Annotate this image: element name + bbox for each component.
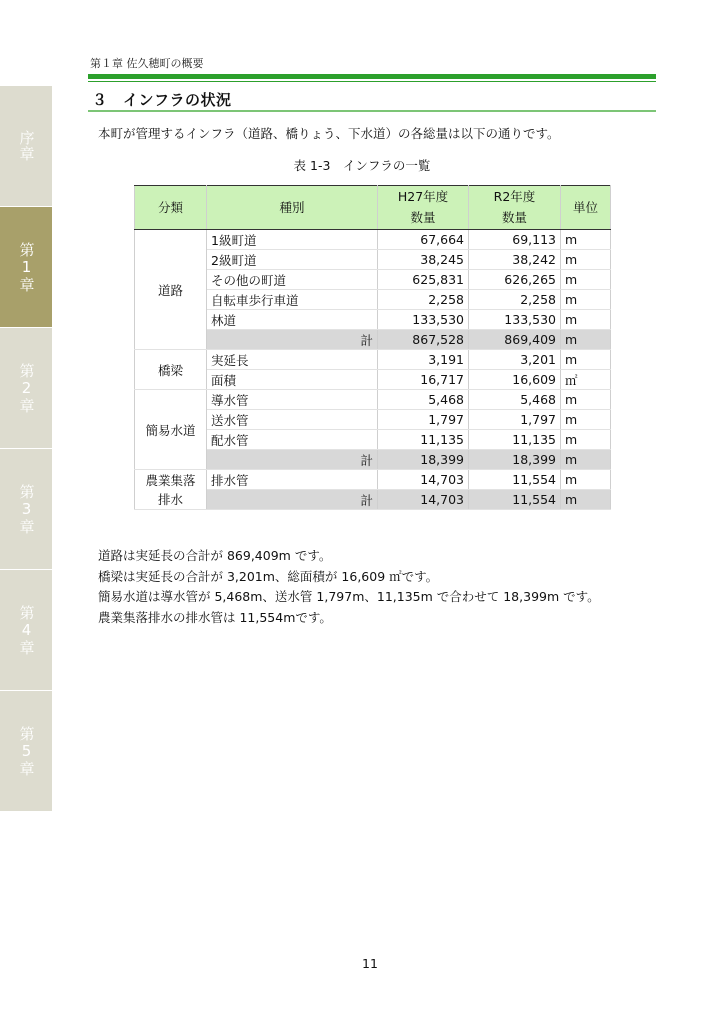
- unit-cell: m: [561, 230, 611, 250]
- chapter-tab-3[interactable]: [0, 449, 52, 570]
- table-caption: 表 1-3 インフラの一覧: [293, 158, 431, 173]
- subtotal-row: [135, 490, 611, 510]
- h27-cell: 16,717: [378, 370, 469, 390]
- subtotal-label: 計: [207, 450, 378, 470]
- note-line: 道路は実延長の合計が 869,409m です。: [98, 548, 332, 563]
- subtotal-label: 計: [207, 490, 378, 510]
- subtotal-label: 計: [207, 330, 378, 350]
- unit-cell: m: [561, 410, 611, 430]
- unit-cell: m: [561, 430, 611, 450]
- category-cell-bridge: 橋梁: [135, 350, 207, 390]
- note-line: 橋梁は実延長の合計が 3,201m、総面積が 16,609 ㎡です。: [98, 568, 439, 584]
- subtotal-row: [135, 450, 611, 470]
- r2-cell: 38,242: [469, 250, 561, 270]
- h27-total-cell: 14,703: [378, 490, 469, 510]
- col-header-unit: 単位: [561, 186, 611, 230]
- type-cell: 導水管: [207, 390, 378, 410]
- col-header-r2: R2年度: [469, 186, 561, 208]
- header-rule: [88, 74, 656, 79]
- type-cell: 送水管: [207, 410, 378, 430]
- type-cell: 実延長: [207, 350, 378, 370]
- unit-cell: m: [561, 310, 611, 330]
- h27-cell: 133,530: [378, 310, 469, 330]
- h27-total-cell: 18,399: [378, 450, 469, 470]
- note-line: 農業集落排水の排水管は 11,554mです。: [98, 609, 332, 625]
- chapter-tab-intro[interactable]: [0, 86, 52, 207]
- type-cell: 1級町道: [207, 230, 378, 250]
- r2-cell: 16,609: [469, 370, 561, 390]
- unit-cell: m: [561, 470, 611, 490]
- col-header-h27-qty: 数量: [378, 208, 469, 230]
- r2-cell: 69,113: [469, 230, 561, 250]
- intro-paragraph: 本町が管理するインフラ（道路、橋りょう、下水道）の各総量は以下の通りです。: [98, 126, 560, 141]
- unit-cell: m: [561, 450, 611, 470]
- unit-cell: ㎡: [561, 370, 611, 390]
- r2-total-cell: 18,399: [469, 450, 561, 470]
- h27-total-cell: 867,528: [378, 330, 469, 350]
- r2-cell: 626,265: [469, 270, 561, 290]
- chapter-tab-5[interactable]: [0, 691, 52, 812]
- r2-cell: 11,135: [469, 430, 561, 450]
- r2-cell: 3,201: [469, 350, 561, 370]
- unit-cell: m: [561, 330, 611, 350]
- type-cell: 自転車歩行車道: [207, 290, 378, 310]
- r2-cell: 2,258: [469, 290, 561, 310]
- type-cell: 2級町道: [207, 250, 378, 270]
- col-header-r2-qty: 数量: [469, 208, 561, 230]
- page-number: 11: [362, 956, 378, 971]
- h27-cell: 5,468: [378, 390, 469, 410]
- type-cell: 配水管: [207, 430, 378, 450]
- table-row: [135, 250, 611, 270]
- unit-cell: m: [561, 390, 611, 410]
- table-row: [135, 310, 611, 330]
- note-line: 簡易水道は導水管が 5,468m、送水管 1,797m、11,135m で合わせて 18,399m です。: [98, 589, 600, 604]
- chapter-tab-2[interactable]: [0, 328, 52, 449]
- chapter-tab-label: 第4章: [17, 604, 36, 656]
- running-header: 第１章 佐久穂町の概要: [90, 57, 204, 70]
- type-cell: その他の町道: [207, 270, 378, 290]
- header-rule-thin: [88, 81, 656, 82]
- unit-cell: m: [561, 490, 611, 510]
- unit-cell: m: [561, 250, 611, 270]
- table-row: [135, 370, 611, 390]
- table-row: [135, 290, 611, 310]
- r2-total-cell: 11,554: [469, 490, 561, 510]
- category-cell-road: 道路: [135, 230, 207, 350]
- category-cell-drain: 農業集落: [135, 470, 207, 490]
- unit-cell: m: [561, 350, 611, 370]
- r2-total-cell: 869,409: [469, 330, 561, 350]
- type-cell: 面積: [207, 370, 378, 390]
- chapter-tab-1[interactable]: [0, 207, 52, 328]
- h27-cell: 67,664: [378, 230, 469, 250]
- h27-cell: 1,797: [378, 410, 469, 430]
- table-row: [135, 430, 611, 450]
- col-header-h27: H27年度: [378, 186, 469, 208]
- table-row: [135, 410, 611, 430]
- r2-cell: 11,554: [469, 470, 561, 490]
- infrastructure-table: [134, 185, 611, 510]
- table-row: [135, 470, 611, 490]
- chapter-tab-label: 序章: [17, 130, 36, 162]
- r2-cell: 5,468: [469, 390, 561, 410]
- table-row: [135, 230, 611, 250]
- table-header-row: [135, 186, 611, 208]
- chapter-tab-label: 第2章: [17, 362, 36, 414]
- table-row: [135, 270, 611, 290]
- category-cell-water: 簡易水道: [135, 390, 207, 470]
- h27-cell: 625,831: [378, 270, 469, 290]
- unit-cell: m: [561, 290, 611, 310]
- type-cell: 林道: [207, 310, 378, 330]
- chapter-tab-label: 第1章: [17, 241, 36, 293]
- chapter-tab-4[interactable]: [0, 570, 52, 691]
- type-cell: 排水管: [207, 470, 378, 490]
- summary-notes: [98, 546, 600, 628]
- subtotal-row: [135, 330, 611, 350]
- col-header-category: 分類: [135, 186, 207, 230]
- chapter-side-tabs: [0, 86, 52, 812]
- table-row: [135, 350, 611, 370]
- section-rule: [88, 110, 656, 112]
- h27-cell: 3,191: [378, 350, 469, 370]
- h27-cell: 14,703: [378, 470, 469, 490]
- category-cell-drain-2: 排水: [135, 490, 207, 510]
- col-header-type: 種別: [207, 186, 378, 230]
- h27-cell: 11,135: [378, 430, 469, 450]
- h27-cell: 2,258: [378, 290, 469, 310]
- chapter-tab-label: 第5章: [17, 725, 36, 777]
- r2-cell: 133,530: [469, 310, 561, 330]
- unit-cell: m: [561, 270, 611, 290]
- section-title: ３ インフラの状況: [92, 91, 232, 109]
- h27-cell: 38,245: [378, 250, 469, 270]
- r2-cell: 1,797: [469, 410, 561, 430]
- chapter-tab-label: 第3章: [17, 483, 36, 535]
- table-row: [135, 390, 611, 410]
